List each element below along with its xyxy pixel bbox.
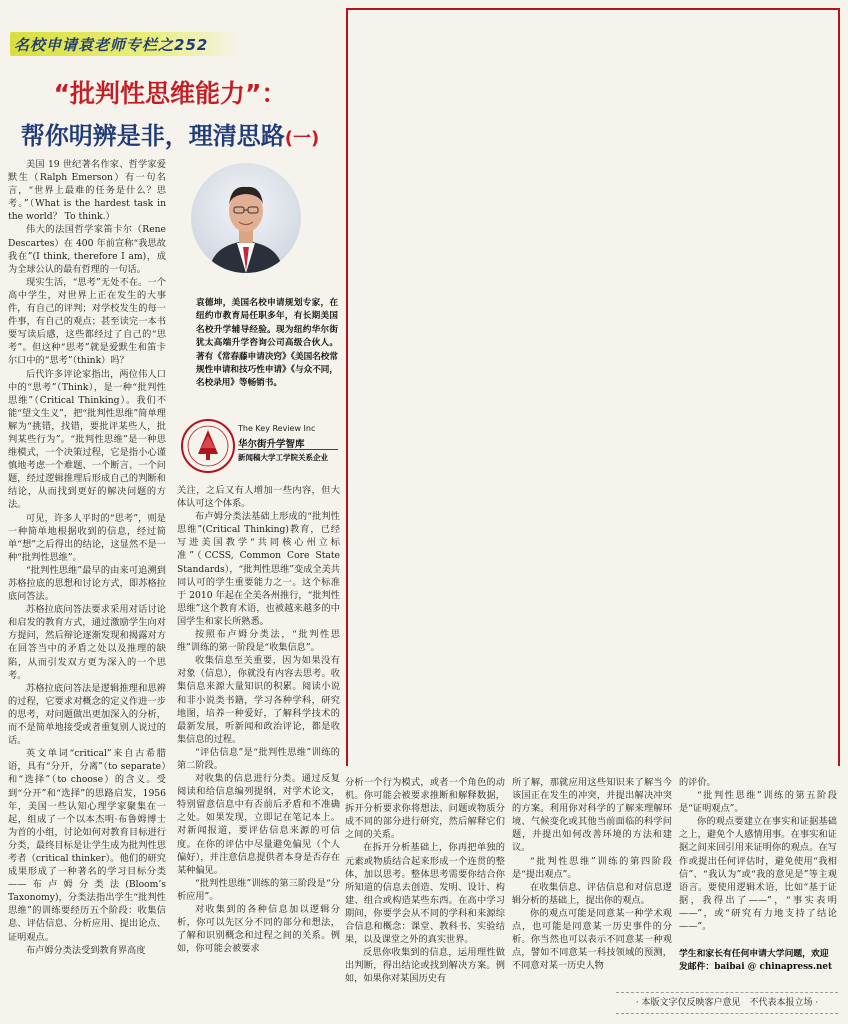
paragraph: 的评价。: [679, 777, 716, 788]
seal-tree-icon: [180, 418, 236, 474]
red-frame-border: [346, 8, 840, 766]
paragraph: 关注，之后又有人增加一些内容，但大体认可这个体系。: [177, 485, 340, 510]
article-column-4: [512, 776, 672, 1014]
article-column-1: [8, 158, 166, 1014]
paragraph: 分析一个行为模式，或者一个角色的动机。你可能会被要求推断和解释数据，拆开分析要求你将想法、问题或物质分成不同的部分进行研究，然后解释它们之间的关系。: [345, 777, 505, 841]
column-banner-text: 名校申请袁老师专栏之252: [14, 36, 209, 54]
paragraph: 现实生活，“思考”无处不在。一个高中学生，对世界上正在发生的大事件，有自己的评判；对学校发生的每一件事，有自己的观点；甚至读完一本书要写读后感，这些都经过了自己的“思考”。但这种“思考”就是爱默生和笛卡尔口中的“思考”（think）吗？: [8, 276, 166, 367]
headline-line-1: “批判性思维能力”：: [53, 79, 287, 108]
paragraph: 可见，许多人平时的“思考”，则是一种简单地根据收到的信息，经过简单“想”之后得出的结论，这显然不是一种“批判性思维”。: [8, 512, 166, 563]
contact-note: 学生和家长有任何申请大学问题，欢迎发邮件：baibai @ chinapress.net: [679, 949, 833, 973]
paragraph: 布卢姆分类法基础上形成的“批判性思维”(Critical Thinking)教育，已经写进美国教学“共同核心州立标准”（CCSS, Common Core State Standards），“批判性思维”变成全美共同认可的学生重要能力之一。这个标准于 2010 年起在全美各州推行，“批判性思维”这个教育术语，也被越来越多的中国学生和家长所熟悉。: [177, 511, 340, 627]
headline-part-marker: (一): [284, 128, 320, 149]
paragraph: 在收集信息、评估信息和对信息逻辑分析的基础上，提出你的观点。: [512, 881, 672, 906]
footer-disclaimer: · 本版文字仅反映客户意见 不代表本报立场 ·: [616, 992, 838, 1014]
paragraph: 在拆开分析基础上，你再把单独的元素或物质结合起来形成一个连贯的整体，加以思考。整体思考需要你结合你所知道的信息去创造、发明、设计、构建、组合或构造某些东西。在高中学习期间，你要学会从不同的学科和来源综合信息和概念：课堂、教科书、实验结果，以及课堂之外的真实世界。: [345, 842, 505, 946]
paragraph: 你的观点可能是同意某一种学术观点，也可能是同意某一历史事件的分析。你当然也可以表示不同意某一种观点，譬如不同意某一科技领域的预测，不同意对某一历史人物: [512, 907, 672, 972]
company-logo: [180, 418, 340, 474]
paragraph: 布卢姆分类法受到教育界高度: [26, 944, 146, 956]
paragraph: 收集信息至关重要，因为如果没有对象（信息），你就没有内容去思考。收集信息来源大量知识的积累。阅读小说和非小说类书籍，学习各种学科，研究地图，培养一种爱好，了解科学技术的最新发展，听新闻和政治评论，都是收集信息的过程。: [177, 655, 340, 745]
logo-divider: [238, 449, 338, 450]
article-column-3: [345, 776, 505, 1014]
paragraph: 你的观点要建立在事实和证据基础之上，避免个人感情用事。在事实和证据之间来回引用来证明你的观点。在写作或提出任何评估时，避免使用“我相信”、“我认为”或“我的意见是”等主观语言。要使用逻辑术语，比如“基于证据，我得出了——”，“事实表明——”，或“研究有力地支持了结论——”。: [679, 816, 837, 933]
paragraph: 伟大的法国哲学家笛卡尔（Rene Descartes）在 400 年前宣称“我思故我在”(I think, therefore I am)，成为全球公认的最有哲理的一句话。: [8, 224, 166, 275]
author-bio-text: ，美国名校申请规划专家，在纽约市教育局任职多年，有长期美国名校升学辅导经验。现为纽约华尔街犹太高端升学咨询公司高级合伙人。著有《常春藤申请决窍》《美国名校常规性申请和技巧性申请》《与众不同，名校录用》等畅销书。: [196, 298, 338, 389]
logo-name-cn: 华尔街升学智库: [238, 439, 305, 450]
paragraph: “批判性思维”最早的由来可追溯到苏格拉底的思想和讨论方式，即苏格拉底问答法。: [8, 564, 166, 603]
paragraph: “批判性思维”训练的第四阶段是“提出观点”。: [512, 855, 672, 880]
paragraph: 按照布卢姆分类法，“批判性思维”训练的第一阶段是“收集信息”。: [177, 629, 340, 654]
paragraph: “批判性思维”训练的第五阶段是“证明观点”。: [679, 790, 837, 815]
paragraph: “评估信息”是“批判性思维”训练的第二阶段。: [177, 746, 340, 771]
paragraph: 对收集到的各种信息加以逻辑分析，你可以先区分不同的部分和想法，了解和识别概念和过程之间的关系。例如，你可能会被要求: [177, 904, 340, 955]
headline-line-2: [0, 116, 340, 151]
paragraph: 苏格拉底问答法是逻辑推理和思辨的过程，它要求对概念的定义作进一步的思考，对问题做出更加深入的分析，而不是简单地接受或者重复别人说过的话。: [8, 682, 166, 747]
author-name: 袁德坤: [196, 298, 223, 308]
logo-tagline: 新闻稿大学工学院关系企业: [238, 453, 328, 462]
paragraph: 后代许多评论家指出，两位伟人口中的“思考”（Think），是一种“批判性思维”（Critical Thinking）。我们不能“望文生义”，把“批判性思维”简单理解为“挑错，找错，要批评某些人，批判某些行为”。“批判性思维”是一种思维模式，一个决策过程，它是指小心谨慎地考虑一个难题、一个断言、一个问题，经过逻辑推理后形成自己的判断和结论，从而找到更好的解决问题的方法。: [8, 368, 166, 511]
paragraph: 所了解，那就应用这些知识来了解当今该国正在发生的冲突，并提出解决冲突的方案。利用你对科学的了解来理解环境、气候变化或其他当前面临的科学问题，并提出如何改善环境的方法和建议。: [512, 777, 672, 854]
author-portrait-icon: [191, 163, 301, 273]
logo-name-en: The Key Review Inc: [238, 424, 316, 433]
author-bio: [196, 297, 338, 391]
headline-line-2-text: 帮你明辨是非，理清思路: [20, 122, 285, 150]
paragraph: 对收集的信息进行分类。通过反复阅读和给信息编列提纲，对学术论文，特别留意信息中有否前后矛盾和不准确之处。如果发现，立即记在笔记本上。对新闻报道，要评估信息来源的可信度。在你的评估中尽量避免偏见（个人偏好），并注意信息提供者本身是否存在某种偏见。: [177, 773, 340, 876]
author-photo: [191, 163, 301, 273]
article-column-2: [177, 484, 340, 1014]
article-column-5: [679, 776, 837, 944]
paragraph: 美国 19 世纪著名作家、哲学家爱默生（Ralph Emerson）有一句名言，“世界上最难的任务是什么？思考。”（What is the hardest task in the world？ To think.）: [8, 159, 166, 223]
paragraph: 英文单词“critical”来自古希腊语，具有“分开，分离”（to separate）和“选择”（to choose）的含义。受到“分开”和“选择”的思路启发，1956 年，美国一些认知心理学家聚集在一起，组成了一个以本杰明·布鲁姆博士为首的小组，讨论如何对教育目标进行分类，最终目标是让学生成为批判性思考者（critical thinker）。他们的研究成果形成了一种著名的学习目标分类——布卢姆分类法(Bloom’s Taxonomy)，分类法指出学生“批判性思维”的训练要经历五个阶段：收集信息、评估信息、分析应用、提出论点、证明观点。: [8, 748, 166, 943]
paragraph: 苏格拉底问答法要求采用对话讨论和启发的教育方式，通过激励学生向对方提问，然后辩论逐渐发现和揭露对方在回答当中的矛盾之处以及推理的缺陷，从而引发双方更为深入的一个思考。: [8, 604, 166, 681]
paragraph: “批判性思维”训练的第三阶段是“分析应用”。: [177, 877, 340, 902]
paragraph: 反思你收集到的信息，运用理性做出判断，得出结论或找到解决方案。例如，如果你对某国历史有: [345, 947, 505, 985]
